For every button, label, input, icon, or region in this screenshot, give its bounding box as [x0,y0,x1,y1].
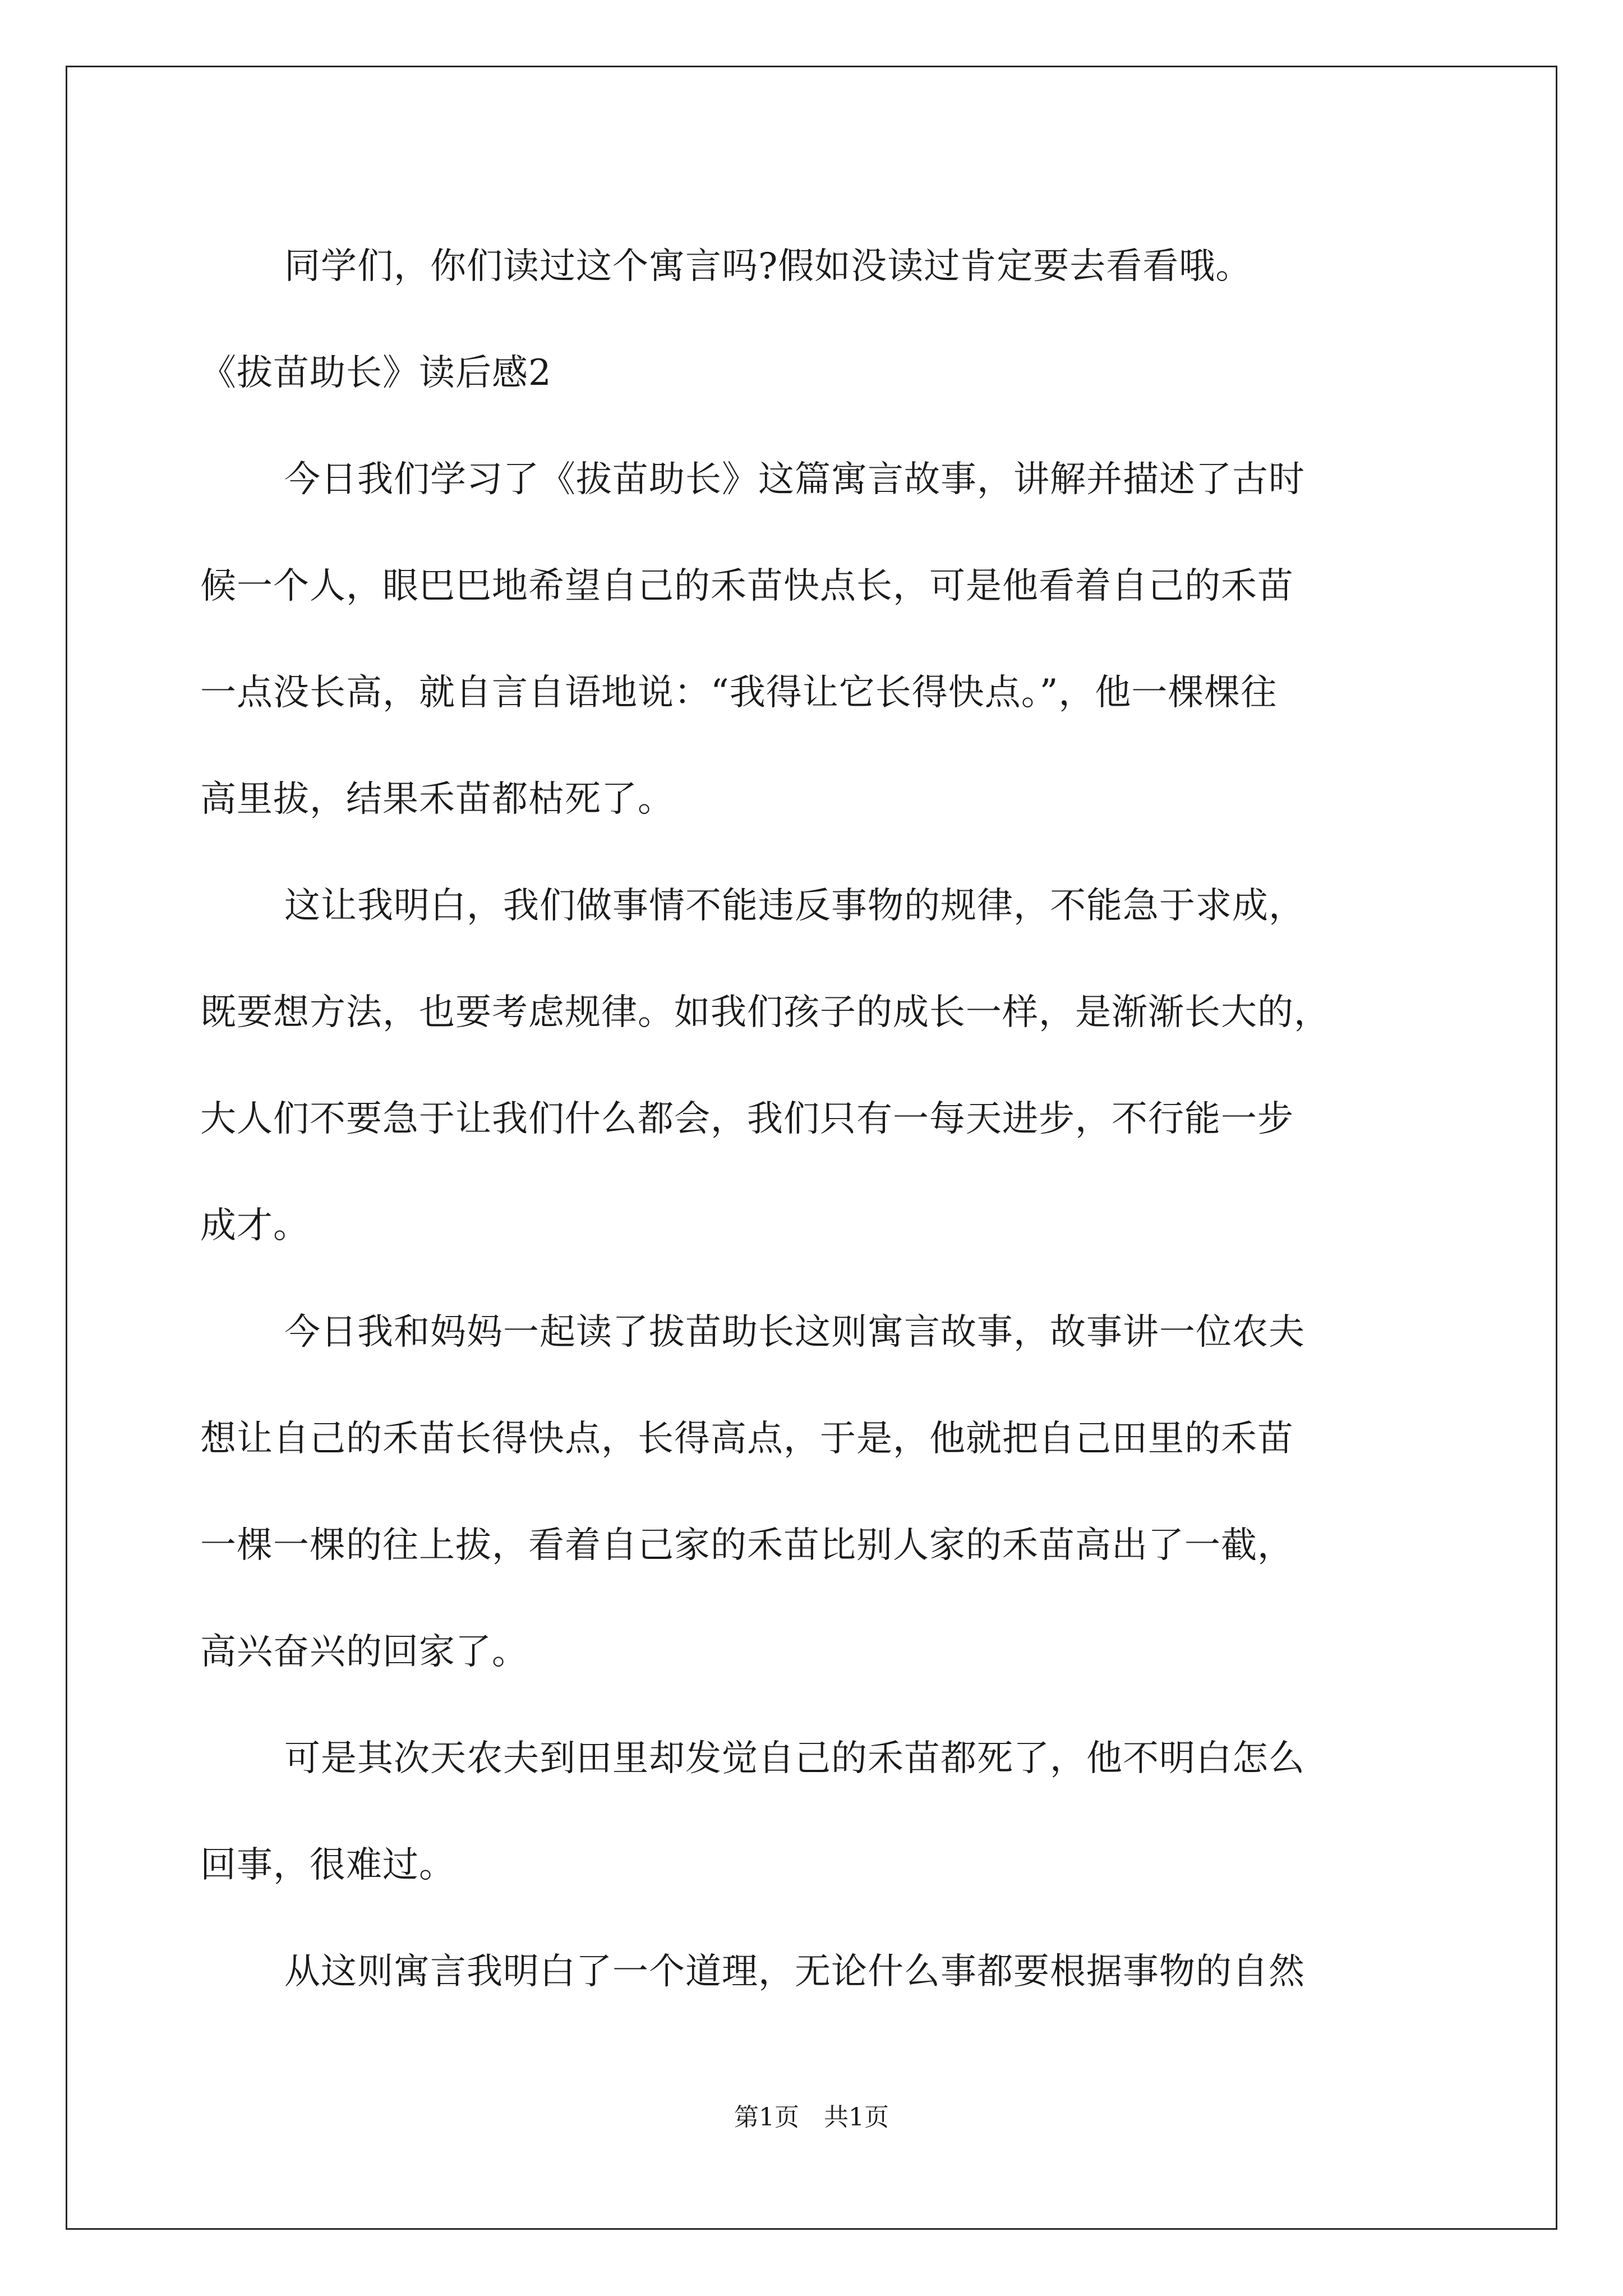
text-line: 一棵一棵的往上拔，看着自己家的禾苗比别人家的禾苗高出了一截， [200,1525,1294,1566]
text-line: 一点没长高，就自言自语地说：“我得让它长得快点。”，他一棵棵往 [200,672,1278,714]
text-line: 今日我和妈妈一起读了拔苗助长这则寓言故事，故事讲一位农夫 [284,1312,1305,1353]
text-line: 高里拔，结果禾苗都枯死了。 [200,779,674,820]
document-body [200,213,1428,2025]
text-line: 既要想方法，也要考虑规律。如我们孩子的成长一样，是渐渐长大的， [200,992,1330,1033]
text-line: 成才。 [200,1205,310,1246]
text-line: 可是其次天农夫到田里却发觉自己的禾苗都死了，他不明白怎么 [284,1738,1305,1779]
text-line: 候一个人，眼巴巴地希望自己的禾苗快点长，可是他看着自己的禾苗 [200,565,1294,607]
text-line: 回事，很难过。 [200,1844,455,1886]
section-heading: 《拔苗助长》读后感2 [200,352,552,394]
text-line: 大人们不要急于让我们什么都会，我们只有一每天进步，不行能一步 [200,1098,1294,1140]
text-line: 想让自己的禾苗长得快点，长得高点，于是，他就把自己田里的禾苗 [200,1418,1294,1460]
text-line: 高兴奋兴的回家了。 [200,1631,528,1673]
text-line: 同学们，你们读过这个寓言吗?假如没读过肯定要去看看哦。 [284,246,1252,287]
text-line: 今日我们学习了《拔苗助长》这篇寓言故事，讲解并描述了古时 [284,459,1305,500]
text-line: 这让我明白，我们做事情不能违反事物的规律，不能急于求成， [284,885,1305,927]
text-line: 从这则寓言我明白了一个道理，无论什么事都要根据事物的自然 [284,1951,1305,1993]
page-footer: 第1页 共1页 [734,2103,889,2132]
